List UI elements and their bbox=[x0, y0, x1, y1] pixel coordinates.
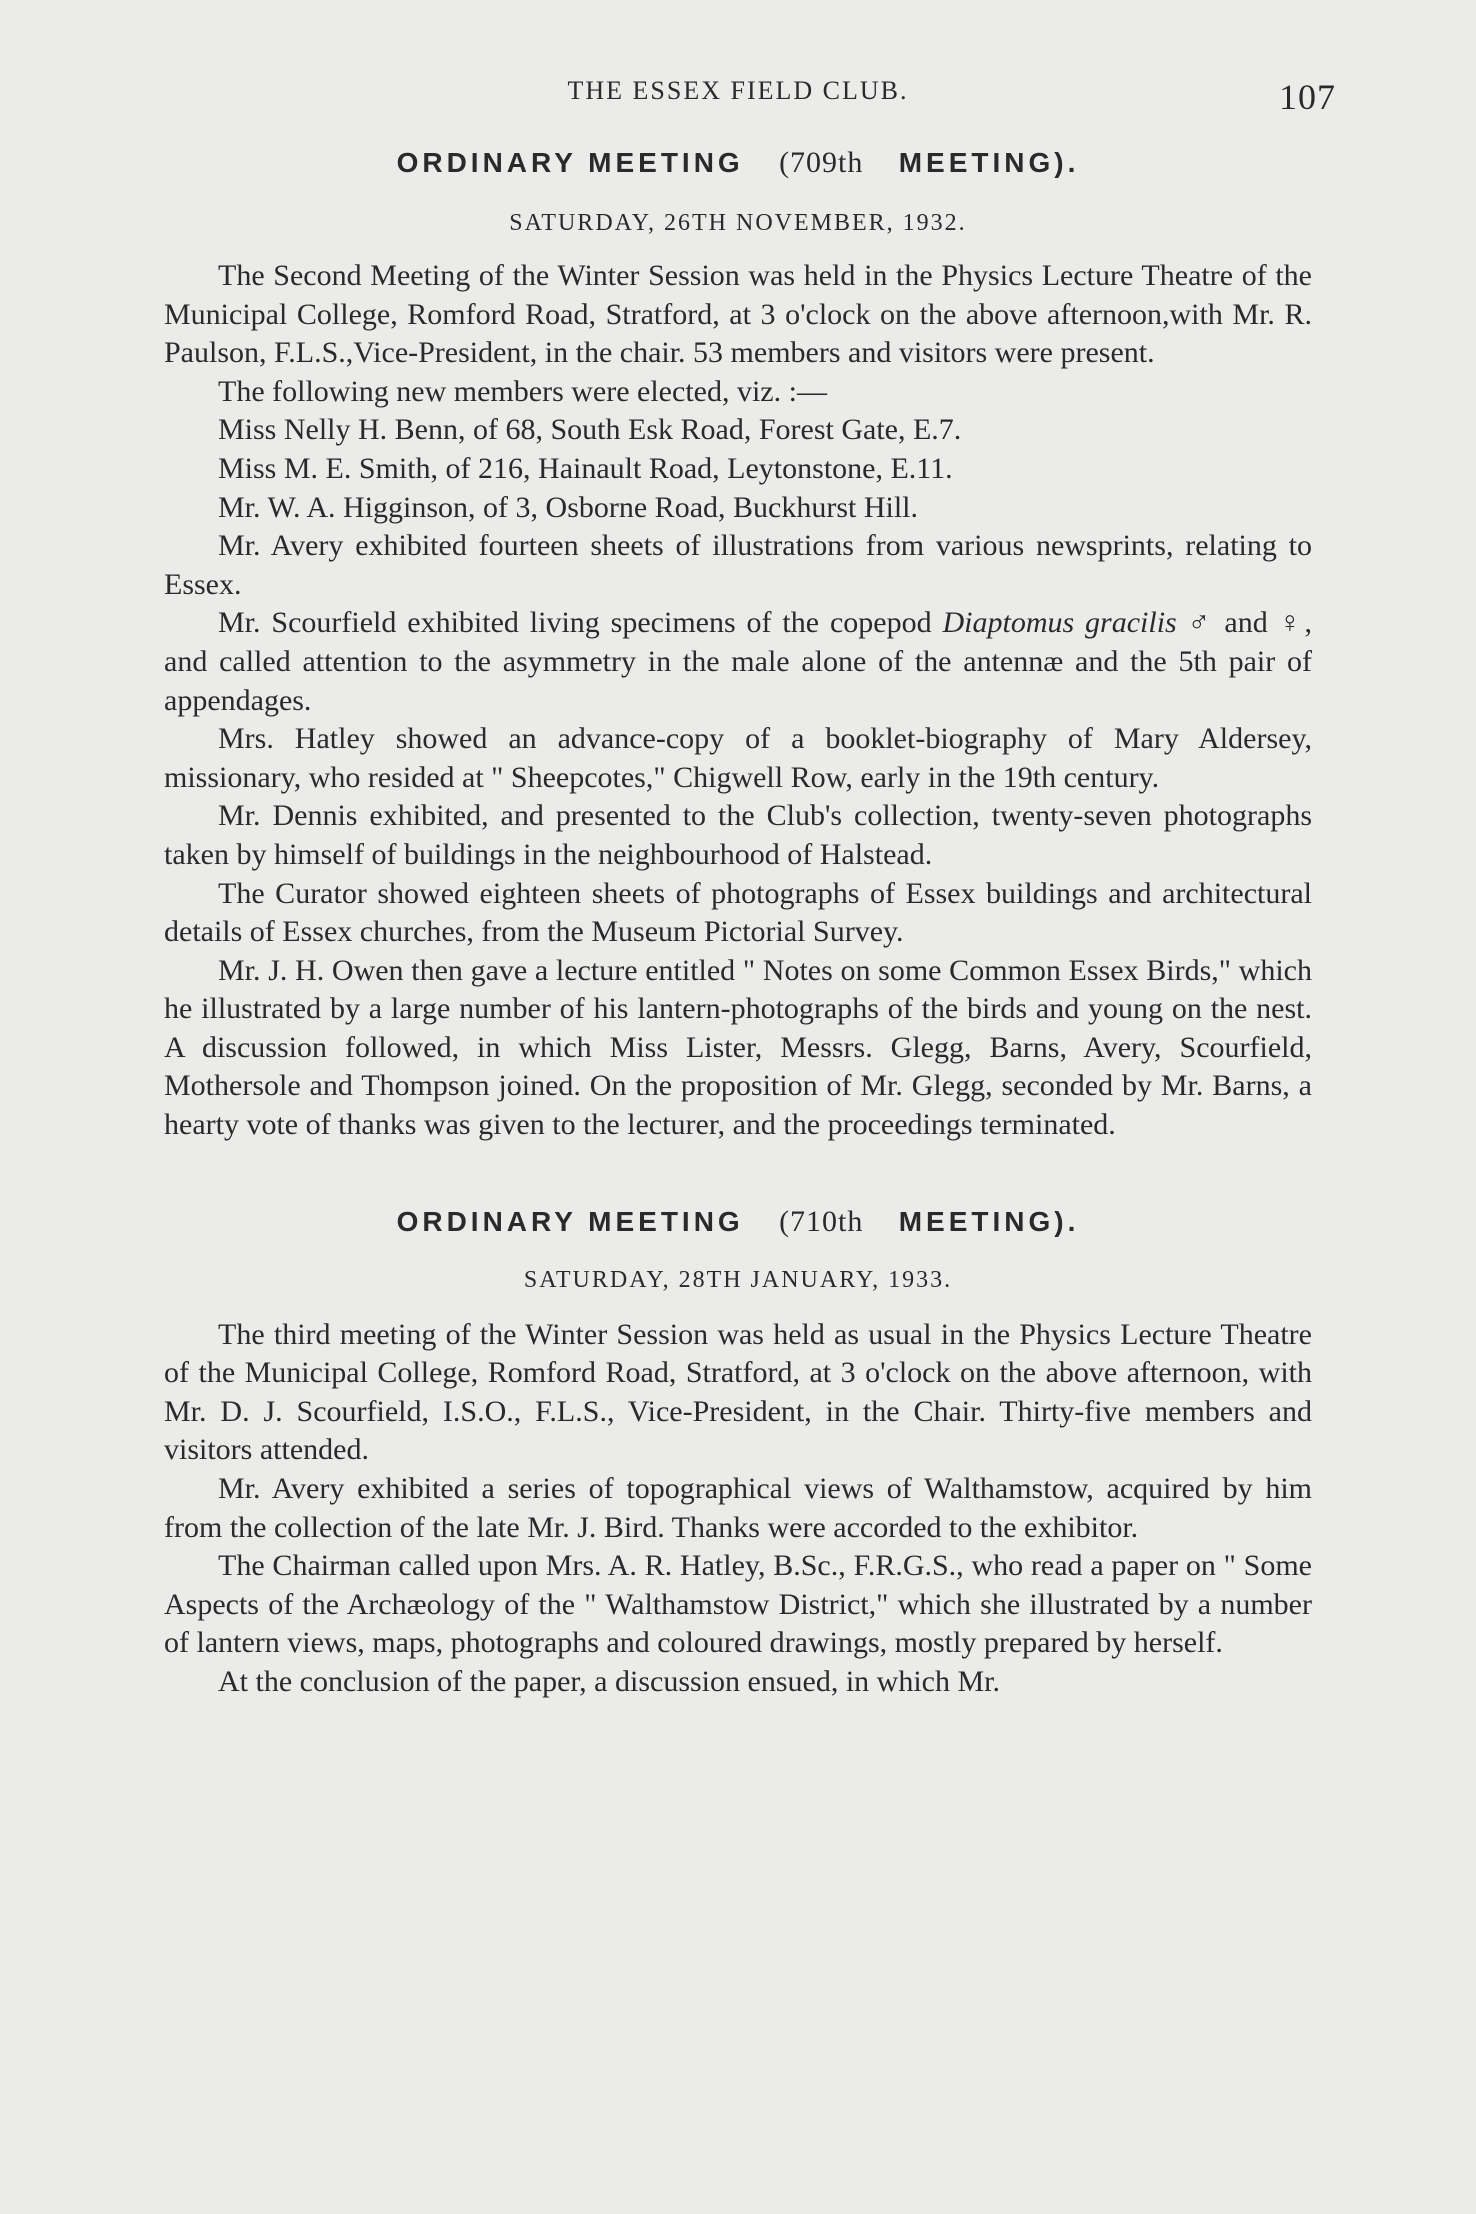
meeting-710-heading-start: ORDINARY MEETING bbox=[396, 1205, 744, 1237]
scourfield-text-after: , and called attention to the asymmetry in the male alone of the antennæ and the 5th pair of appendages. bbox=[164, 606, 1312, 717]
meeting-710-heading bbox=[164, 1205, 1312, 1239]
dennis-paragraph: Mr. Dennis exhibited, and presented to the Club's collection, twenty-seven photographs taken by himself of buildings in the neighbourhood of Halstead. bbox=[164, 799, 1312, 871]
meeting-710-section bbox=[164, 1205, 1312, 1702]
meeting-710-date: SATURDAY, 28TH JANUARY, 1933. bbox=[523, 1266, 953, 1293]
new-member-entry: Miss Nelly H. Benn, of 68, South Esk Road, Forest Gate, E.7. bbox=[218, 413, 962, 447]
meeting-710-heading-end: MEETING). bbox=[898, 1205, 1080, 1237]
scourfield-text-before: Mr. Scourfield exhibited living specimens of the copepod bbox=[218, 606, 943, 640]
female-symbol: ♀ bbox=[1278, 606, 1305, 640]
male-symbol: ♂ bbox=[1187, 606, 1214, 640]
hatley-paragraph: Mrs. Hatley showed an advance-copy of a booklet-biography of Mary Aldersey, missionary, who resided at " Sheepcotes," Chigwell Row, early in the 19th century. bbox=[164, 722, 1312, 794]
meeting-710-opening-paragraph: The third meeting of the Winter Session was held as usual in the Physics Lecture Theatre of the Municipal College, Romford Road, Stratford, at 3 o'clock on the above afternoon, with Mr. D. J. Scourfield, I.S.O., F.L.S., Vice-President, in the Chair. Thirty-five members and visitors attended. bbox=[164, 1317, 1312, 1467]
running-title: THE ESSEX FIELD CLUB. bbox=[567, 76, 909, 105]
meeting-709-heading bbox=[164, 146, 1312, 180]
meeting-709-opening-paragraph: The Second Meeting of the Winter Session was held in the Physics Lecture Theatre of the Municipal College, Romford Road, Stratford, at 3 o'clock on the above afternoon,with Mr. R. Paulson, F.L.S.,Vice-President, in the chair. 53 members and visitors were present. bbox=[164, 259, 1312, 370]
meeting-709-heading-number: (709th bbox=[779, 146, 864, 179]
meeting-709-date: SATURDAY, 26TH NOVEMBER, 1932. bbox=[509, 210, 967, 236]
curator-paragraph: The Curator showed eighteen sheets of photographs of Essex buildings and architectural details of Essex churches, from the Museum Pictorial Survey. bbox=[164, 876, 1312, 949]
hatley-paper-paragraph: The Chairman called upon Mrs. A. R. Hatley, B.Sc., F.R.G.S., who read a paper on " Some Aspects of the Archæology of the " Walthamstow District," which she illustrated by a number of lantern views, maps, photographs and coloured drawings, mostly prepared by herself. bbox=[164, 1549, 1312, 1660]
avery-walthamstow-paragraph: Mr. Avery exhibited a series of topographical views of Walthamstow, acquired by him from the collection of the late Mr. J. Bird. Thanks were accorded to the exhibitor. bbox=[164, 1472, 1312, 1544]
meeting-710-heading-number: (710th bbox=[779, 1204, 864, 1238]
meeting-709-section bbox=[164, 146, 1312, 1145]
discussion-paragraph: At the conclusion of the paper, a discussion ensued, in which Mr. bbox=[218, 1665, 1000, 1698]
meeting-709-heading-start: ORDINARY MEETING bbox=[396, 147, 744, 178]
scourfield-exhibit-paragraph bbox=[164, 604, 1312, 720]
avery-exhibit-paragraph: Mr. Avery exhibited fourteen sheets of illustrations from various newsprints, relating to Essex. bbox=[164, 529, 1312, 601]
page-number: 107 bbox=[1279, 77, 1336, 117]
species-name: Diaptomus gracilis bbox=[942, 606, 1177, 640]
new-member-entry: Mr. W. A. Higginson, of 3, Osborne Road, Buckhurst Hill. bbox=[218, 490, 919, 524]
new-member-entry: Miss M. E. Smith, of 216, Hainault Road, Leytonstone, E.11. bbox=[218, 451, 953, 485]
meeting-709-heading-end: MEETING). bbox=[898, 147, 1080, 178]
scourfield-conjunction: and bbox=[1213, 606, 1279, 640]
running-head bbox=[164, 76, 1336, 126]
new-members-intro: The following new members were elected, viz. :— bbox=[218, 374, 827, 408]
owen-lecture-paragraph: Mr. J. H. Owen then gave a lecture entitled " Notes on some Common Essex Birds," which he illustrated by a large number of his lantern-photographs of the birds and young on the nest. A discussion followed, in which Miss Lister, Messrs. Glegg, Barns, Avery, Scourfield, Mothersole and Thompson joined. On the proposition of Mr. Glegg, seconded by Mr. Barns, a hearty vote of thanks was given to the lecturer, and the proceedings terminated. bbox=[164, 953, 1312, 1142]
